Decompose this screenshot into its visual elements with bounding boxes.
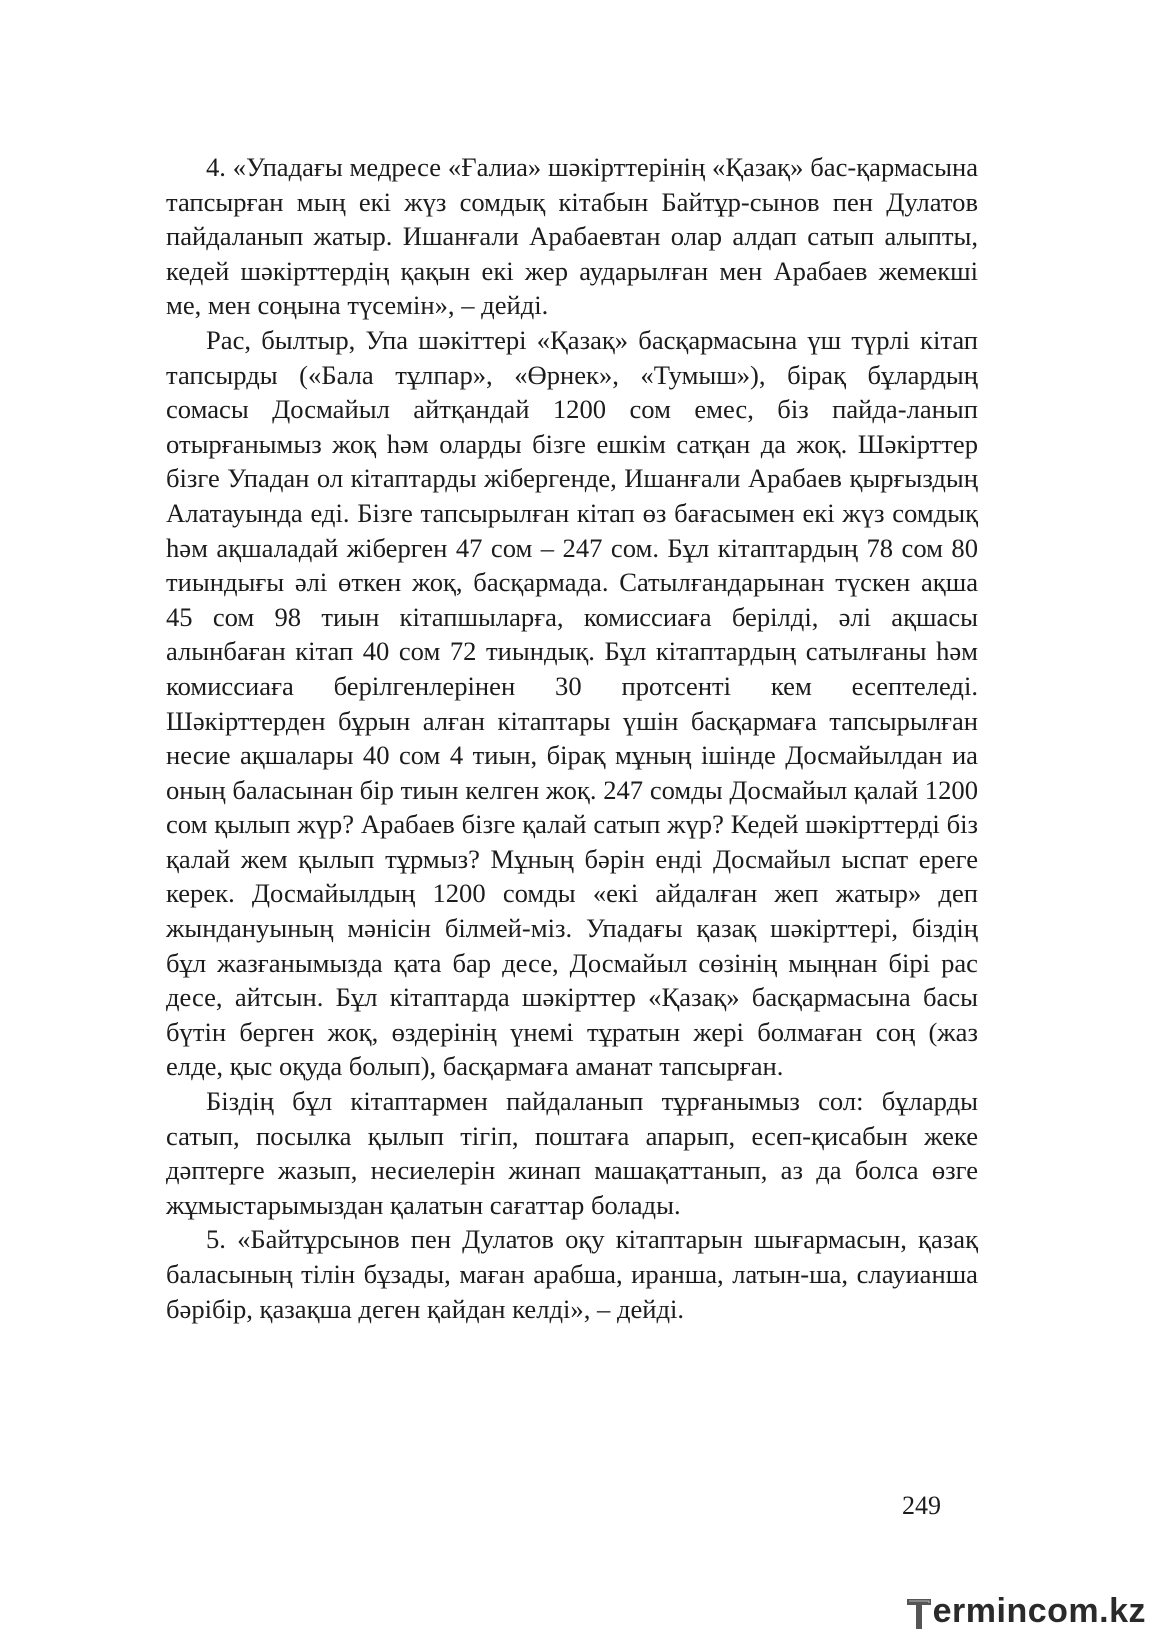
watermark-text: ermincom.kz <box>932 1592 1146 1630</box>
watermark <box>906 1592 1146 1631</box>
paragraph-4: 5. «Байтұрсынов пен Дулатов оқу кітаптарын шығармасын, қазақ баласының тілін бұзады, маған арабша, иранша, латын-ша, слауианша бәрібір, қазақша деген қайдан келді», – дейді. <box>166 1224 978 1324</box>
paragraph-2: Рас, былтыр, Упа шәкіттері «Қазақ» басқармасына үш түрлі кітап тапсырды («Бала тұлпар», «Өрнек», «Тумыш»), бірақ бұлардың сомасы Досмайыл айтқандай 1200 сом емес, біз пайда-ланып отырғанымыз жоқ һәм оларды бізге ешкім сатқан да жоқ. Шәкірттер бізге Упадан ол кітаптарды жібергенде, Ишанғали Арабаев қырғыздың Алатауында еді. Бізге тапсырылған кітап өз бағасымен екі жүз сомдық һәм ақшаладай жіберген 47 сом – 247 сом. Бұл кітаптардың 78 сом 80 тиындығы әлі өткен жоқ, басқармада. Сатылғандарынан түскен ақша 45 сом 98 тиын кітапшыларға, комиссиаға берілді, әлі ақшасы алынбаған кітап 40 сом 72 тиындық. Бұл кітаптардың сатылғаны һәм комиссиаға берілгенлерінен 30 протсенті кем есептеледі. Шәкірттерден бұрын алған кітаптары үшін басқармаға тапсырылған несие ақшалары 40 сом 4 тиын, бірақ мұның ішінде Досмайылдан иа оның баласынан бір тиын келген жоқ. 247 сомды Досмайыл қалай 1200 сом қылып жүр? Арабаев бізге қалай сатып жүр? Кедей шәкірттерді біз қалай жем қылып тұрмыз? Мұның бәрін енді Досмайыл ыспат ереге керек. Досмайылдың 1200 сомды «екі айдалған жеп жатыр» деп жындануының мәнісін білмей-міз. Упадағы қазақ шәкірттері, біздің бұл жазғанымызда қата бар десе, Досмайыл сөзінің мыңнан бірі рас десе, айтсын. Бұл кітаптарда шәкірттер «Қазақ» басқармасына басы бүтін берген жоқ, өздерінің үнемі тұратын жері болмаған соң (жаз елде, қыс оқуда болып), басқармаға аманат тапсырған. <box>166 324 978 1082</box>
page-number: 249 <box>902 1491 941 1520</box>
termincom-logo-icon <box>906 1595 932 1631</box>
page-body <box>166 150 978 1326</box>
paragraph-1: 4. «Упадағы медресе «Ғалиа» шәкірттерінің «Қазақ» бас-қармасына тапсырған мың екі жүз сомдық кітабын Байтұр-сынов пен Дулатов пайдаланып жатыр. Ишанғали Арабаевтан олар алдап сатып алыпты, кедей шәкірттердің қақын екі жер аударылған мен Арабаев жемекші ме, мен соңына түсемін», – дейді. <box>166 152 978 321</box>
paragraph-3: Біздің бұл кітаптармен пайдаланып тұрғанымыз сол: бұларды сатып, посылка қылып тігіп, поштаға апарып, есеп-қисабын жеке дәптерге жазып, несиелерін жинап машақаттанып, аз да болса өзге жұмыстарымыздан қалатын сағаттар болады. <box>166 1086 978 1220</box>
